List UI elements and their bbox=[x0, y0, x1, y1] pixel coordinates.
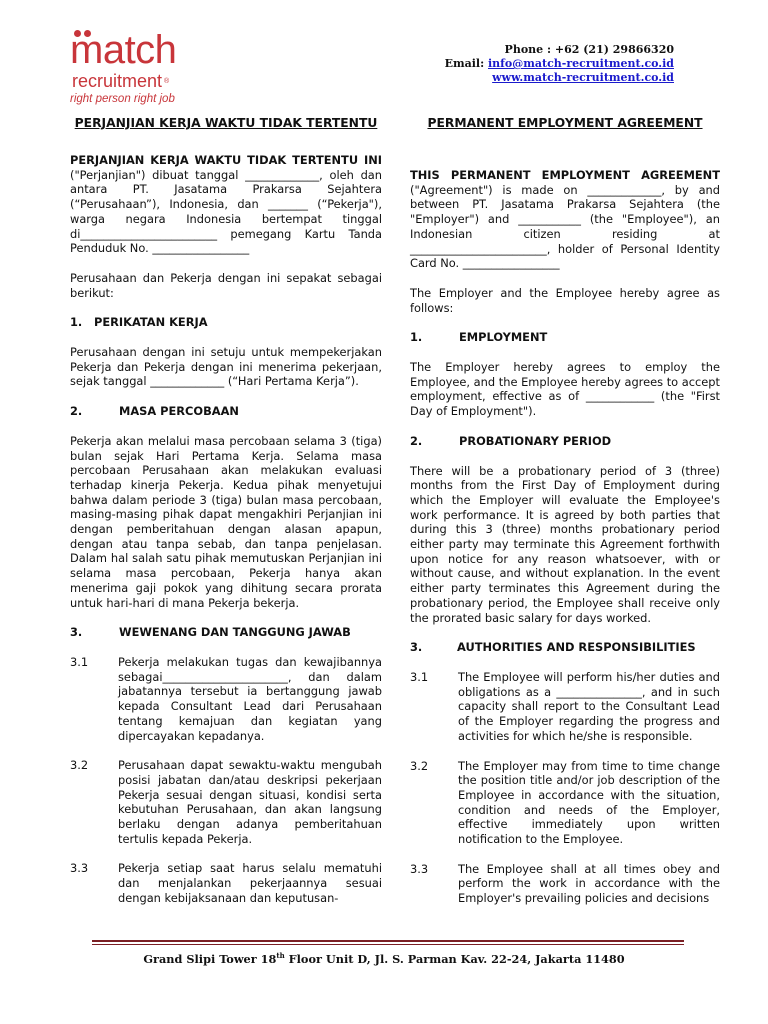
right-title: PERMANENT EMPLOYMENT AGREEMENT bbox=[427, 116, 703, 130]
contact-block bbox=[445, 43, 674, 85]
left-section-2-text: Pekerja akan melalui masa percobaan selama 3 (tiga) bulan sejak Hari Pertama Kerja. Selama masa percobaan Perusahaan akan melakukan evaluasi terhadap kinerja Pekerja. Kedua pihak menyetujui bahwa dalam periode 3 (tiga) bulan masa percobaan, masing-masing pihak dapat mengakhiri Perjanjian ini dengan pemberitahuan dengan alasan apapun, dengan atau tanpa sebab, dan tanpa penjelasan. Dalam hal salah satu pihak memutuskan Perjanjian ini selama masa percobaan, Pekerja hanya akan menerima gaji pokok yang dihitung secara prorata untuk hari-hari di mana Pekerja bekerja. bbox=[70, 433, 382, 610]
left-intro bbox=[70, 153, 382, 256]
left-s1-title: PERIKATAN KERJA bbox=[94, 315, 208, 330]
left-s32-text: Perusahaan dapat sewaktu-waktu mengubah posisi jabatan dan/atau deskripsi pekerjaan Pekerja sesuai dengan situasi, kondisi serta kebutuhan Perusahaan, dan akan langsung berlaku dengan adanya pemberitahuan tertulis kepada Pekerja. bbox=[118, 758, 382, 846]
phone-text: Phone : +62 (21) 29866320 bbox=[504, 43, 674, 56]
logo-tagline: right person right job bbox=[70, 93, 175, 105]
left-s3-title: WEWENANG DAN TANGGUNG JAWAB bbox=[119, 625, 351, 640]
right-s3-num: 3. bbox=[410, 640, 423, 655]
left-section-2-heading bbox=[70, 404, 382, 419]
right-section-1-text: The Employer hereby agrees to employ the Employee, and the Employee hereby agrees to accept employment, effective as of ____________ (the "First Day of Employment"). bbox=[410, 360, 720, 419]
footer-rule-thick bbox=[92, 940, 684, 942]
left-s3-num: 3. bbox=[70, 625, 83, 640]
right-s3-title: AUTHORITIES AND RESPONSIBILITIES bbox=[457, 640, 696, 655]
left-s33-text: Pekerja setiap saat harus selalu mematuhi dan menjalankan pekerjaannya sesuai dengan kebijaksanaan dan keputusan- bbox=[118, 861, 382, 905]
left-section-1-heading bbox=[70, 315, 382, 330]
indonesian-column bbox=[70, 116, 382, 906]
left-s1-num: 1. bbox=[70, 315, 83, 330]
right-s2-num: 2. bbox=[410, 433, 423, 448]
right-section-2-heading bbox=[410, 434, 720, 449]
left-clause-3-3 bbox=[70, 861, 382, 905]
email-label: Email: bbox=[444, 57, 488, 70]
web-line bbox=[445, 71, 674, 85]
left-clause-3-2 bbox=[70, 758, 382, 846]
left-title: PERJANJIAN KERJA WAKTU TIDAK TERTENTU bbox=[74, 116, 378, 130]
email-link[interactable]: info@match-recruitment.co.id bbox=[488, 57, 674, 70]
right-s31-text: The Employee will perform his/her duties and obligations as a _______________, and in such capacity shall report to the Consultant Lead of the Employer regarding the progress and activities for which he/she is responsible. bbox=[458, 669, 720, 743]
left-s33-num: 3.3 bbox=[70, 861, 89, 876]
left-s2-title: MASA PERCOBAAN bbox=[119, 404, 239, 419]
right-s32-num: 3.2 bbox=[410, 758, 429, 773]
right-section-3-heading bbox=[410, 640, 720, 655]
logo-wordmark: match bbox=[70, 28, 177, 72]
company-logo bbox=[70, 30, 220, 110]
left-intro-bold: PERJANJIAN KERJA WAKTU TIDAK TERTENTU INI bbox=[70, 153, 382, 167]
right-s33-num: 3.3 bbox=[410, 861, 429, 876]
footer-post: Floor Unit D, Jl. S. Parman Kav. 22-24, Jakarta 11480 bbox=[284, 951, 625, 966]
website-link[interactable]: www.match-recruitment.co.id bbox=[492, 71, 674, 84]
right-clause-3-3 bbox=[410, 862, 720, 906]
english-column bbox=[410, 116, 720, 906]
footer-address bbox=[0, 949, 768, 966]
footer-rule-thin bbox=[92, 944, 684, 945]
left-s2-num: 2. bbox=[70, 404, 83, 419]
right-intro-bold: THIS PERMANENT EMPLOYMENT AGREEMENT bbox=[410, 168, 720, 182]
registered-mark: ® bbox=[164, 78, 170, 86]
left-s31-text: Pekerja melakukan tugas dan kewajibannya sebagai______________________, dan dalam jabatannya tersebut ia bertanggung jawab kepada Consultant Lead dari Perusahaan tentang kemajuan dan kegiatan yang dipercayakan kepadanya. bbox=[118, 654, 382, 743]
left-clause-3-1 bbox=[70, 655, 382, 743]
logo-subtitle bbox=[72, 72, 169, 91]
left-s31-num: 3.1 bbox=[70, 654, 89, 669]
right-s2-title: PROBATIONARY PERIOD bbox=[459, 433, 612, 448]
right-s1-num: 1. bbox=[410, 330, 423, 345]
right-s32-text: The Employer may from time to time change the position title and/or job description of the Employee in accordance with the situation, condition and needs of the Employer, effective immediately upon written notification to the Employee. bbox=[458, 758, 720, 847]
right-section-1-heading bbox=[410, 330, 720, 345]
right-section-2-text: There will be a probationary period of 3 (three) months from the First Day of Employment during which the Employer will evaluate the Employee's work performance. It is agreed by both parties that during this 3 (three) months probationary period either party may terminate this Agreement forthwith upon notice for any reason whatsoever, with or without cause, and without explanation. In the event either party terminates this Agreement during the probationary period, the Employee shall receive only the prorated basic salary for days worked. bbox=[410, 463, 720, 625]
right-intro-rest: ("Agreement") is made on _____________, by and between PT. Jasatama Prakarsa Sejahtera (the "Employer") and ___________ (the "Employee"), an Indonesian citizen residing at ________________________, holder of Personal Identity Card No. _________________ bbox=[410, 182, 720, 271]
left-s32-num: 3.2 bbox=[70, 758, 89, 773]
left-section-3-heading bbox=[70, 625, 382, 640]
right-s33-text: The Employee shall at all times obey and perform the work in accordance with the Employer's prevailing policies and decisions bbox=[458, 861, 720, 906]
left-intro-rest: ("Perjanjian") dibuat tanggal _____________, oleh dan antara PT. Jasatama Prakarsa Sejahtera (“Perusahaan”), Indonesia, dan _______ (“Pekerja"), warga negara Indonesia bertempat tinggal di________________________ pemegang Kartu Tanda Penduduk No. _________________ bbox=[70, 167, 382, 256]
footer-pre: Grand Slipi Tower 18 bbox=[143, 951, 277, 966]
logo-sub-text: recruitment bbox=[72, 71, 163, 91]
footer-sup: th bbox=[276, 951, 285, 960]
left-section-1-text: Perusahaan dengan ini setuju untuk mempekerjakan Pekerja dan Pekerja dengan ini menerima pekerjaan, sejak tanggal _____________ (“Hari Pertama Kerja”). bbox=[70, 345, 382, 389]
right-s1-title: EMPLOYMENT bbox=[459, 330, 548, 345]
right-agree: The Employer and the Employee hereby agree as follows: bbox=[410, 285, 720, 315]
right-s31-num: 3.1 bbox=[410, 669, 429, 684]
left-agree: Perusahaan dan Pekerja dengan ini sepakat sebagai berikut: bbox=[70, 270, 382, 300]
email-line bbox=[445, 57, 674, 71]
right-clause-3-1 bbox=[410, 670, 720, 744]
right-intro bbox=[410, 168, 720, 271]
right-clause-3-2 bbox=[410, 759, 720, 847]
